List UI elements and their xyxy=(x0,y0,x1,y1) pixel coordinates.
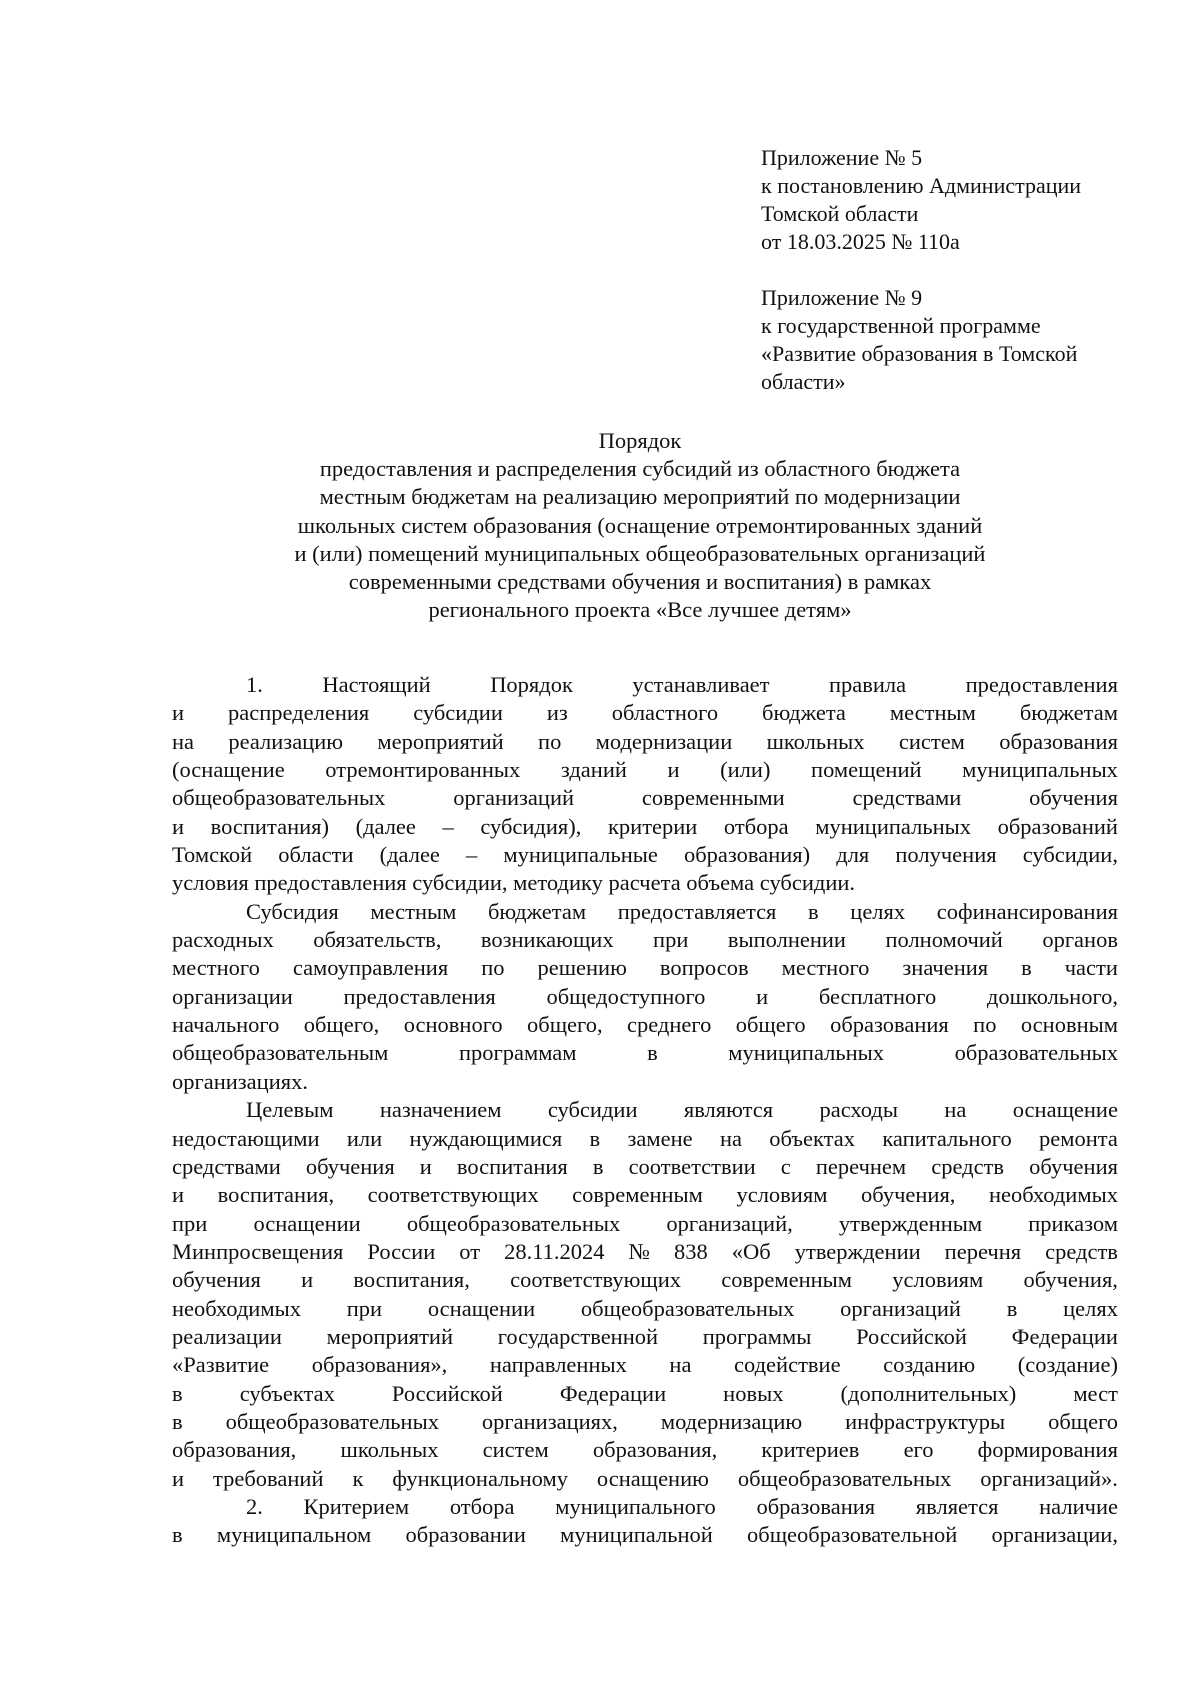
body-word: местного xyxy=(172,955,260,981)
body-word: Федерации xyxy=(1011,1323,1118,1349)
body-word: и xyxy=(419,1153,432,1179)
body-word: воспитания, xyxy=(353,1267,470,1293)
body-text-line xyxy=(172,1039,1118,1067)
body-word: оснащению xyxy=(596,1465,709,1491)
body-word: государственной xyxy=(497,1323,659,1349)
appendix-5-line: к постановлению Администрации xyxy=(761,173,1082,198)
body-word: обязательств, xyxy=(313,927,442,953)
body-word: условиям xyxy=(736,1182,828,1208)
body-word: области xyxy=(278,842,354,868)
body-word: средствами xyxy=(852,785,962,811)
appendix-9-block xyxy=(761,284,1161,396)
body-word: расходных xyxy=(172,927,274,953)
body-word: воспитания) xyxy=(210,813,329,839)
body-word: и xyxy=(172,700,185,726)
body-word: в xyxy=(589,1125,601,1151)
body-word: самоуправления xyxy=(292,955,449,981)
body-word: по xyxy=(538,728,562,754)
body-word: части xyxy=(1064,955,1118,981)
body-word: и xyxy=(172,813,185,839)
body-word: обучения xyxy=(305,1153,395,1179)
body-text-line xyxy=(172,1238,1118,1266)
body-word: субсидии xyxy=(547,1097,638,1123)
body-word: помещений xyxy=(811,757,922,783)
body-word: организаций». xyxy=(980,1465,1118,1491)
body-word: решению xyxy=(537,955,627,981)
body-word: современным xyxy=(572,1182,703,1208)
body-word: Минпросвещения xyxy=(172,1238,344,1264)
appendix-5-line: Приложение № 5 xyxy=(761,145,923,170)
body-word: недостающими xyxy=(172,1125,320,1151)
body-word: распределения xyxy=(227,700,370,726)
body-word: направленных xyxy=(489,1352,627,1378)
body-text-line xyxy=(172,1210,1118,1238)
body-word: воспитания xyxy=(456,1153,568,1179)
body-text-line xyxy=(172,1153,1118,1181)
body-word: (создание) xyxy=(1017,1352,1118,1378)
body-text-line xyxy=(172,983,1118,1011)
body-word: модернизации xyxy=(595,728,733,754)
body-text-line xyxy=(172,671,1118,699)
body-word: – xyxy=(442,813,454,839)
body-word: (или) xyxy=(720,757,771,783)
body-word: реализацию xyxy=(228,728,344,754)
body-word: оснащении xyxy=(253,1210,361,1236)
body-word: образований xyxy=(997,813,1118,839)
body-text-line xyxy=(172,1323,1118,1351)
body-word: общего, xyxy=(303,1012,380,1038)
title-line: регионального проекта «Все лучшее детям» xyxy=(428,597,852,623)
body-word: основным xyxy=(1020,1012,1118,1038)
body-word: Субсидия xyxy=(246,898,339,924)
body-word: по xyxy=(973,1012,997,1038)
body-word: областного xyxy=(611,700,719,726)
body-word: субсидии, xyxy=(1022,842,1118,868)
body-word: мест xyxy=(1073,1380,1118,1406)
body-word: для xyxy=(836,842,870,868)
body-word: образования) xyxy=(683,842,811,868)
body-text-line xyxy=(172,1351,1118,1379)
body-word: субъектах xyxy=(239,1380,335,1406)
body-word: образовательных xyxy=(954,1040,1118,1066)
body-word: организации, xyxy=(991,1522,1118,1548)
body-text-line xyxy=(172,1436,1118,1464)
body-text-line xyxy=(172,756,1118,784)
body-word: местным xyxy=(370,898,457,924)
body-word: утверждении xyxy=(794,1238,921,1264)
appendix-5-line: Томской области xyxy=(761,201,919,226)
body-word: оснащении xyxy=(427,1295,536,1321)
body-word: образовании xyxy=(405,1522,526,1548)
title-line: современными средствами обучения и воспитания) в рамках xyxy=(348,569,932,595)
body-word: образования xyxy=(830,1012,949,1038)
title-line: и (или) помещений муниципальных общеобразовательных организаций xyxy=(294,540,986,566)
body-word: в xyxy=(172,1408,183,1434)
body-word: софинансирования xyxy=(936,898,1118,924)
body-word: муниципальных xyxy=(728,1040,885,1066)
body-word: местного xyxy=(781,955,870,981)
body-word: систем xyxy=(482,1437,549,1463)
body-word: организаций xyxy=(840,1295,961,1321)
body-word: в xyxy=(647,1040,658,1066)
body-word: субсидия), xyxy=(480,813,582,839)
body-word: субсидии xyxy=(413,700,503,726)
appendix-9-line: области» xyxy=(761,369,846,394)
body-word: образования, xyxy=(592,1437,718,1463)
body-word: средств xyxy=(1045,1238,1118,1264)
body-word: дошкольного, xyxy=(986,983,1118,1009)
body-word: и xyxy=(301,1267,314,1293)
body-word: организаций, xyxy=(666,1210,793,1236)
body-text-line xyxy=(172,699,1118,727)
body-word: «Об xyxy=(731,1238,771,1264)
body-text-line xyxy=(172,728,1118,756)
title-line: местным бюджетам на реализацию мероприятий по модернизации xyxy=(319,484,961,510)
body-word: и xyxy=(667,757,680,783)
body-word: мероприятий xyxy=(377,728,504,754)
body-word: бесплатного xyxy=(818,983,937,1009)
body-word: и xyxy=(756,983,769,1009)
body-word: общего, xyxy=(527,1012,603,1038)
body-word: критериев xyxy=(761,1437,860,1463)
body-word: общеобразовательным xyxy=(172,1040,389,1066)
body-word: содействие xyxy=(734,1352,841,1378)
body-word: образования xyxy=(756,1493,876,1519)
body-word: нуждающимися xyxy=(409,1125,563,1151)
body-word: полномочий xyxy=(885,927,1003,953)
body-word: основного xyxy=(403,1012,503,1038)
body-word: созданию xyxy=(883,1352,976,1378)
body-word: муниципальном xyxy=(216,1522,372,1548)
body-word: муниципальных xyxy=(962,757,1118,783)
body-word: Настоящий xyxy=(322,672,431,697)
body-word: формирования xyxy=(977,1437,1118,1463)
body-word: значения xyxy=(902,955,989,981)
body-word: модернизацию xyxy=(660,1408,803,1434)
body-text-line xyxy=(172,1493,1118,1521)
appendix-5-line: от 18.03.2025 № 110а xyxy=(761,229,960,254)
body-word: (дополнительных) xyxy=(840,1380,1017,1406)
body-word: Федерации xyxy=(559,1380,667,1406)
appendix-9-line: к государственной программе xyxy=(761,313,1041,338)
body-word: вопросов xyxy=(659,955,749,981)
body-word: к xyxy=(352,1465,364,1491)
appendix-5-block xyxy=(761,144,1161,256)
body-word: новых xyxy=(723,1380,784,1406)
body-word: Порядок xyxy=(490,672,573,697)
body-word: правила xyxy=(828,672,907,697)
body-word: организаций xyxy=(453,785,575,811)
body-word: среднего xyxy=(627,1012,712,1038)
body-word: муниципального xyxy=(555,1493,716,1519)
body-word: общеобразовательных xyxy=(580,1295,795,1321)
body-word: с xyxy=(780,1153,791,1179)
body-word: программам xyxy=(458,1040,577,1066)
body-word: общеобразовательной xyxy=(747,1522,958,1548)
document-title xyxy=(160,427,1120,624)
body-word: обучения, xyxy=(1023,1267,1118,1293)
body-word: обучения xyxy=(1029,1153,1118,1179)
body-word: обучения, xyxy=(860,1182,956,1208)
body-text-line xyxy=(172,1266,1118,1294)
body-word: предоставляется xyxy=(617,898,777,924)
document-body xyxy=(172,671,1118,1550)
body-word: в xyxy=(808,898,819,924)
body-word: бюджетам xyxy=(487,898,587,924)
body-word: муниципальные xyxy=(503,842,658,868)
body-word: отремонтированных xyxy=(325,757,521,783)
body-word: общеобразовательных xyxy=(225,1408,439,1434)
body-word: оснащение xyxy=(1012,1097,1118,1123)
body-word: начального xyxy=(172,1012,280,1038)
body-text-line xyxy=(172,926,1118,954)
body-text-line xyxy=(172,1125,1118,1153)
body-word: Российской xyxy=(391,1380,503,1406)
body-word: обучения xyxy=(172,1267,261,1293)
body-word: устанавливает xyxy=(632,672,770,697)
body-word: функциональному xyxy=(392,1465,568,1491)
body-word: соответствующих xyxy=(510,1267,682,1293)
body-text-line xyxy=(172,1181,1118,1209)
body-word: в xyxy=(1021,955,1032,981)
body-word: воспитания, xyxy=(217,1182,335,1208)
body-word: Целевым xyxy=(246,1097,334,1123)
body-word: наличие xyxy=(1039,1493,1118,1519)
body-word: в xyxy=(172,1380,183,1406)
body-text-line xyxy=(172,813,1118,841)
body-word: образования, xyxy=(172,1437,297,1463)
body-word: (оснащение xyxy=(172,757,285,783)
body-word: ремонта xyxy=(1039,1125,1118,1151)
body-word: расходы xyxy=(819,1097,898,1123)
body-word: 28.11.2024 xyxy=(504,1238,605,1264)
body-word: получения xyxy=(895,842,997,868)
body-word: целях xyxy=(850,898,906,924)
body-word: Критерием xyxy=(303,1493,410,1519)
body-word: организациях, xyxy=(481,1408,618,1434)
body-word: общедоступного xyxy=(546,983,706,1009)
body-word: на xyxy=(669,1352,692,1378)
body-word: выполнении xyxy=(727,927,846,953)
body-word: предоставления xyxy=(343,983,496,1009)
body-word: муниципальных xyxy=(815,813,972,839)
body-word: капитального xyxy=(882,1125,1012,1151)
body-word: (далее xyxy=(379,842,440,868)
body-word: (далее xyxy=(355,813,416,839)
body-word: реализации xyxy=(172,1323,282,1349)
body-word: в xyxy=(172,1522,183,1548)
body-word: замене xyxy=(627,1125,693,1151)
body-text-line xyxy=(172,841,1118,869)
body-word: при xyxy=(653,927,689,953)
body-word: общеобразовательных xyxy=(406,1210,621,1236)
appendix-9-line: «Развитие образования в Томской xyxy=(761,341,1078,366)
body-text-line xyxy=(172,898,1118,926)
body-text-line xyxy=(172,1096,1118,1124)
body-word: и xyxy=(172,1182,185,1208)
body-word: мероприятий xyxy=(326,1323,453,1349)
body-text-line xyxy=(172,1295,1118,1323)
body-word: программы xyxy=(702,1323,812,1349)
body-word: возникающих xyxy=(480,927,614,953)
body-word: муниципальной xyxy=(560,1522,713,1548)
body-word: и xyxy=(172,1465,185,1491)
body-word: перечня xyxy=(944,1238,1022,1264)
body-word: по xyxy=(481,955,505,981)
body-word: бюджета xyxy=(762,700,846,726)
body-word: Российской xyxy=(856,1323,967,1349)
body-word: условиям xyxy=(892,1267,984,1293)
body-word: утвержденным xyxy=(838,1210,983,1236)
body-word: образования», xyxy=(311,1352,448,1378)
body-word: инфраструктуры xyxy=(845,1408,1006,1434)
body-word: современными xyxy=(641,785,785,811)
body-text-line xyxy=(172,954,1118,982)
body-word: из xyxy=(546,700,568,726)
body-text-line xyxy=(172,1408,1118,1436)
body-word: отбора xyxy=(723,813,789,839)
body-word: необходимых xyxy=(988,1182,1118,1208)
body-word: школьных xyxy=(340,1437,439,1463)
body-text-line: организациях. xyxy=(172,1068,308,1094)
body-text-line xyxy=(172,1465,1118,1493)
body-word: России xyxy=(367,1238,436,1264)
appendix-9-line: Приложение № 9 xyxy=(761,285,923,310)
body-text-line: условия предоставления субсидии, методику расчета объема субсидии. xyxy=(172,870,856,896)
body-word: приказом xyxy=(1028,1210,1118,1236)
body-word: средств xyxy=(931,1153,1005,1179)
body-word: Томской xyxy=(172,842,253,868)
body-word: перечнем xyxy=(815,1153,907,1179)
body-text-line xyxy=(172,1521,1118,1549)
body-word: на xyxy=(719,1125,742,1151)
body-word: зданий xyxy=(560,757,627,783)
body-word: являются xyxy=(683,1097,774,1123)
body-word: средствами xyxy=(172,1153,281,1179)
title-line: школьных систем образования (оснащение отремонтированных зданий xyxy=(297,512,983,538)
body-word: организации xyxy=(172,983,293,1009)
body-word: 2. xyxy=(246,1493,263,1519)
body-word: школьных xyxy=(766,728,865,754)
body-word: 838 xyxy=(674,1238,708,1264)
body-word: при xyxy=(172,1210,208,1236)
body-word: на xyxy=(944,1097,967,1123)
body-word: необходимых xyxy=(172,1295,301,1321)
body-word: общего xyxy=(1048,1408,1118,1434)
body-text-line xyxy=(172,1380,1118,1408)
body-text-line xyxy=(172,1011,1118,1039)
body-word: объектах xyxy=(769,1125,856,1151)
body-word: в xyxy=(1006,1295,1018,1321)
body-word: органов xyxy=(1042,927,1118,953)
body-word: требований xyxy=(213,1465,324,1491)
body-word: местным xyxy=(889,700,976,726)
body-word: образования xyxy=(999,728,1118,754)
body-word: соответствии xyxy=(628,1153,756,1179)
body-word: общеобразовательных xyxy=(172,785,386,811)
body-word: обучения xyxy=(1029,785,1118,811)
body-word: отбора xyxy=(449,1493,515,1519)
body-word: № xyxy=(628,1238,650,1264)
body-word: на xyxy=(172,728,195,754)
body-word: предоставления xyxy=(965,672,1118,697)
title-heading: Порядок xyxy=(598,428,682,453)
body-word: современным xyxy=(721,1267,853,1293)
body-word: или xyxy=(346,1125,383,1151)
body-word: 1. xyxy=(246,672,263,697)
title-line: предоставления и распределения субсидий из областного бюджета xyxy=(319,456,961,482)
body-word: систем xyxy=(898,728,965,754)
body-word: является xyxy=(915,1493,999,1519)
body-text-line xyxy=(172,784,1118,812)
body-word: целях xyxy=(1063,1295,1118,1321)
body-word: от xyxy=(459,1238,481,1264)
body-word: критерии xyxy=(607,813,698,839)
body-word: соответствующих xyxy=(367,1182,539,1208)
body-word: общего xyxy=(735,1012,806,1038)
body-word: «Развитие xyxy=(172,1352,270,1378)
body-word: его xyxy=(903,1437,934,1463)
body-word: при xyxy=(346,1295,383,1321)
body-word: назначением xyxy=(379,1097,502,1123)
body-word: в xyxy=(592,1153,604,1179)
body-word: общеобразовательных xyxy=(737,1465,952,1491)
body-word: бюджетам xyxy=(1019,700,1118,726)
body-word: – xyxy=(466,842,478,868)
